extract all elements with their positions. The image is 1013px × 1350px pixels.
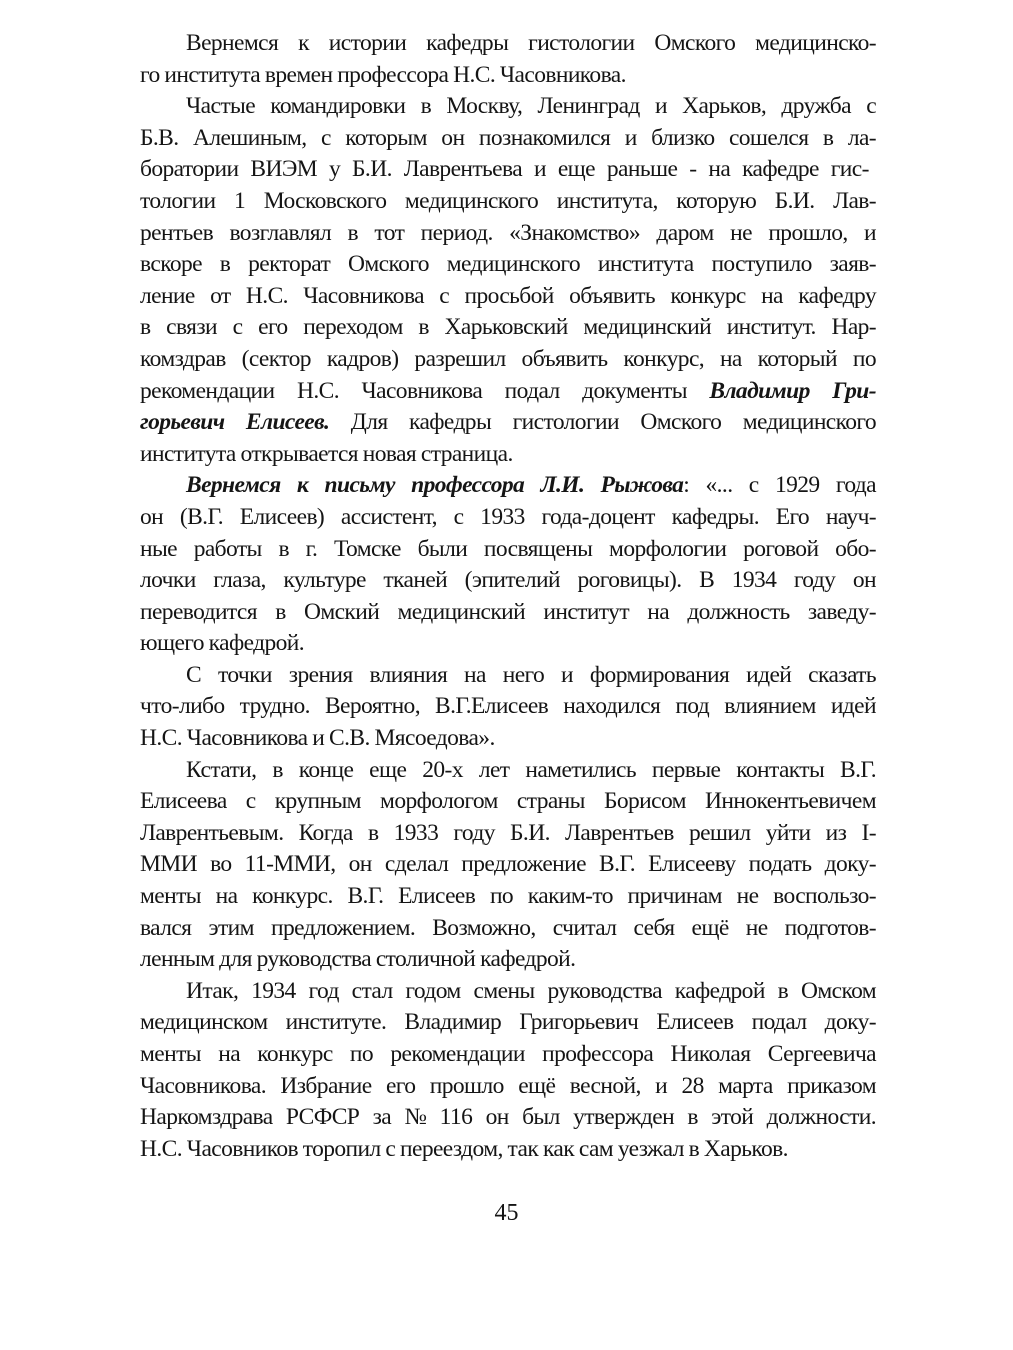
- text-segment: Н.С. Часовников торопил с переездом, так как сам уезжал в Харьков.: [140, 1135, 788, 1162]
- text-segment: менты на конкурс по рекомендации профессора Николая Сергеевича: [140, 1041, 876, 1067]
- text-segment: лочки глаза, культуре тканей (эпителий роговицы). В 1934 году он: [140, 567, 876, 594]
- text-line: [140, 376, 876, 408]
- text-line: [140, 249, 876, 281]
- text-line: [140, 123, 876, 155]
- text-segment: ющего кафедрой.: [140, 630, 305, 657]
- text-line: [140, 913, 876, 945]
- emphasized-text: горьевич Елисеев.: [140, 409, 330, 436]
- text-segment: боратории ВИЭМ у Б.И. Лаврентьева и еще раньше - на кафедре гис-: [140, 156, 869, 183]
- text-line: [140, 534, 876, 566]
- paragraph: [140, 470, 876, 660]
- text-segment: Для кафедры гистологии Омского медицинского: [329, 409, 876, 436]
- emphasized-text: Владимир Гри-: [709, 377, 876, 404]
- text-segment: переводится в Омский медицинский институт на должность заведу-: [140, 598, 876, 625]
- body-text: [140, 28, 876, 1165]
- text-line: [140, 1102, 876, 1134]
- text-line: [140, 849, 876, 881]
- text-segment: Лаврентьевым. Когда в 1933 году Б.И. Лаврентьев решил уйти из I-: [140, 819, 876, 846]
- text-segment: Наркомздрава РСФСР за № 116 он был утвержден в этой должности.: [140, 1104, 877, 1131]
- text-line: [140, 944, 876, 976]
- text-segment: го института времен профессора Н.С. Часовникова.: [140, 61, 626, 88]
- text-segment: в связи с его переходом в Харьковский медицинский институт. Нар-: [140, 314, 877, 341]
- emphasized-text: Вернемся к письму профессора Л.И. Рыжова: [186, 472, 684, 499]
- text-line: [140, 470, 876, 502]
- text-segment: комздрав (сектор кадров) разрешил объявить конкурс, на который по: [140, 345, 876, 372]
- text-segment: Кстати, в конце еще 20-х лет наметились первые контакты В.Г.: [186, 756, 877, 783]
- text-line: [140, 344, 876, 376]
- text-line: [140, 218, 876, 250]
- text-segment: ленным для руководства столичной кафедрой.: [140, 946, 576, 973]
- text-line: [140, 60, 876, 92]
- text-line: [140, 1007, 876, 1039]
- paragraph: [140, 660, 876, 755]
- page-number: 45: [494, 1200, 519, 1226]
- text-segment: рентьев возглавлял в тот период. «Знакомство» даром не прошло, и: [140, 219, 877, 246]
- text-line: [140, 1039, 876, 1071]
- text-segment: Н.С. Часовникова и С.В. Мясоедова».: [140, 725, 495, 752]
- text-line: [140, 755, 876, 787]
- text-segment: Вернемся к истории кафедры гистологии Омского медицинско-: [186, 30, 877, 56]
- paragraph: [140, 976, 876, 1166]
- text-segment: вскоре в ректорат Омского медицинского института поступило заяв-: [140, 251, 877, 278]
- text-segment: Часовникова. Избрание его прошло ещё весной, и 28 марта приказом: [140, 1072, 877, 1099]
- text-segment: : «... с 1929 года: [683, 472, 876, 499]
- text-line: [140, 976, 876, 1008]
- text-line: [140, 407, 876, 439]
- text-line: [140, 439, 876, 471]
- text-line: [140, 818, 876, 850]
- text-segment: С точки зрения влияния на него и формирования идей сказать: [186, 661, 876, 688]
- text-segment: медицинском институте. Владимир Григорьевич Елисеев подал доку-: [140, 1009, 877, 1036]
- text-segment: рекомендации Н.С. Часовникова подал документы: [140, 377, 710, 404]
- text-segment: института открывается новая страница.: [140, 440, 513, 467]
- text-line: [140, 628, 876, 660]
- text-line: [140, 1071, 876, 1103]
- text-line: [140, 91, 876, 123]
- text-segment: вался этим предложением. Возможно, считал себя ещё не подготов-: [140, 914, 877, 941]
- text-line: [140, 881, 876, 913]
- text-segment: ные работы в г. Томске были посвящены морфологии роговой обо-: [140, 535, 877, 562]
- paragraph: [140, 28, 876, 91]
- text-segment: ММИ во 11-ММИ, он сделал предложение В.Г. Елисееву подать доку-: [140, 851, 876, 878]
- text-line: [140, 660, 876, 692]
- text-line: [140, 28, 876, 60]
- text-line: [140, 691, 876, 723]
- text-segment: Елисеева с крупным морфологом страны Борисом Иннокентьевичем: [140, 788, 876, 815]
- paragraph: [140, 91, 876, 470]
- text-line: [140, 723, 876, 755]
- text-line: [140, 186, 876, 218]
- text-line: [140, 502, 876, 534]
- text-line: [140, 597, 876, 629]
- text-segment: что-либо трудно. Вероятно, В.Г.Елисеев находился под влиянием идей: [140, 693, 876, 720]
- text-segment: Итак, 1934 год стал годом смены руководства кафедрой в Омском: [186, 977, 877, 1004]
- text-line: [140, 312, 876, 344]
- text-line: [140, 1134, 876, 1166]
- text-segment: Б.В. Алешиным, с которым он познакомился и близко сошелся в ла-: [140, 124, 877, 151]
- text-segment: менты на конкурс. В.Г. Елисеев по каким-то причинам не воспользо-: [140, 883, 877, 910]
- paragraph: [140, 755, 876, 976]
- text-segment: тологии 1 Московского медицинского института, которую Б.И. Лав-: [140, 187, 877, 214]
- text-segment: ление от Н.С. Часовникова с просьбой объявить конкурс на кафедру: [140, 282, 877, 309]
- text-line: [140, 154, 876, 186]
- text-line: [140, 565, 876, 597]
- text-line: [140, 786, 876, 818]
- text-segment: Частые командировки в Москву, Ленинград и Харьков, дружба с: [186, 93, 877, 120]
- text-line: [140, 281, 876, 313]
- text-segment: он (В.Г. Елисеев) ассистент, с 1933 года-доцент кафедры. Его науч-: [140, 503, 877, 530]
